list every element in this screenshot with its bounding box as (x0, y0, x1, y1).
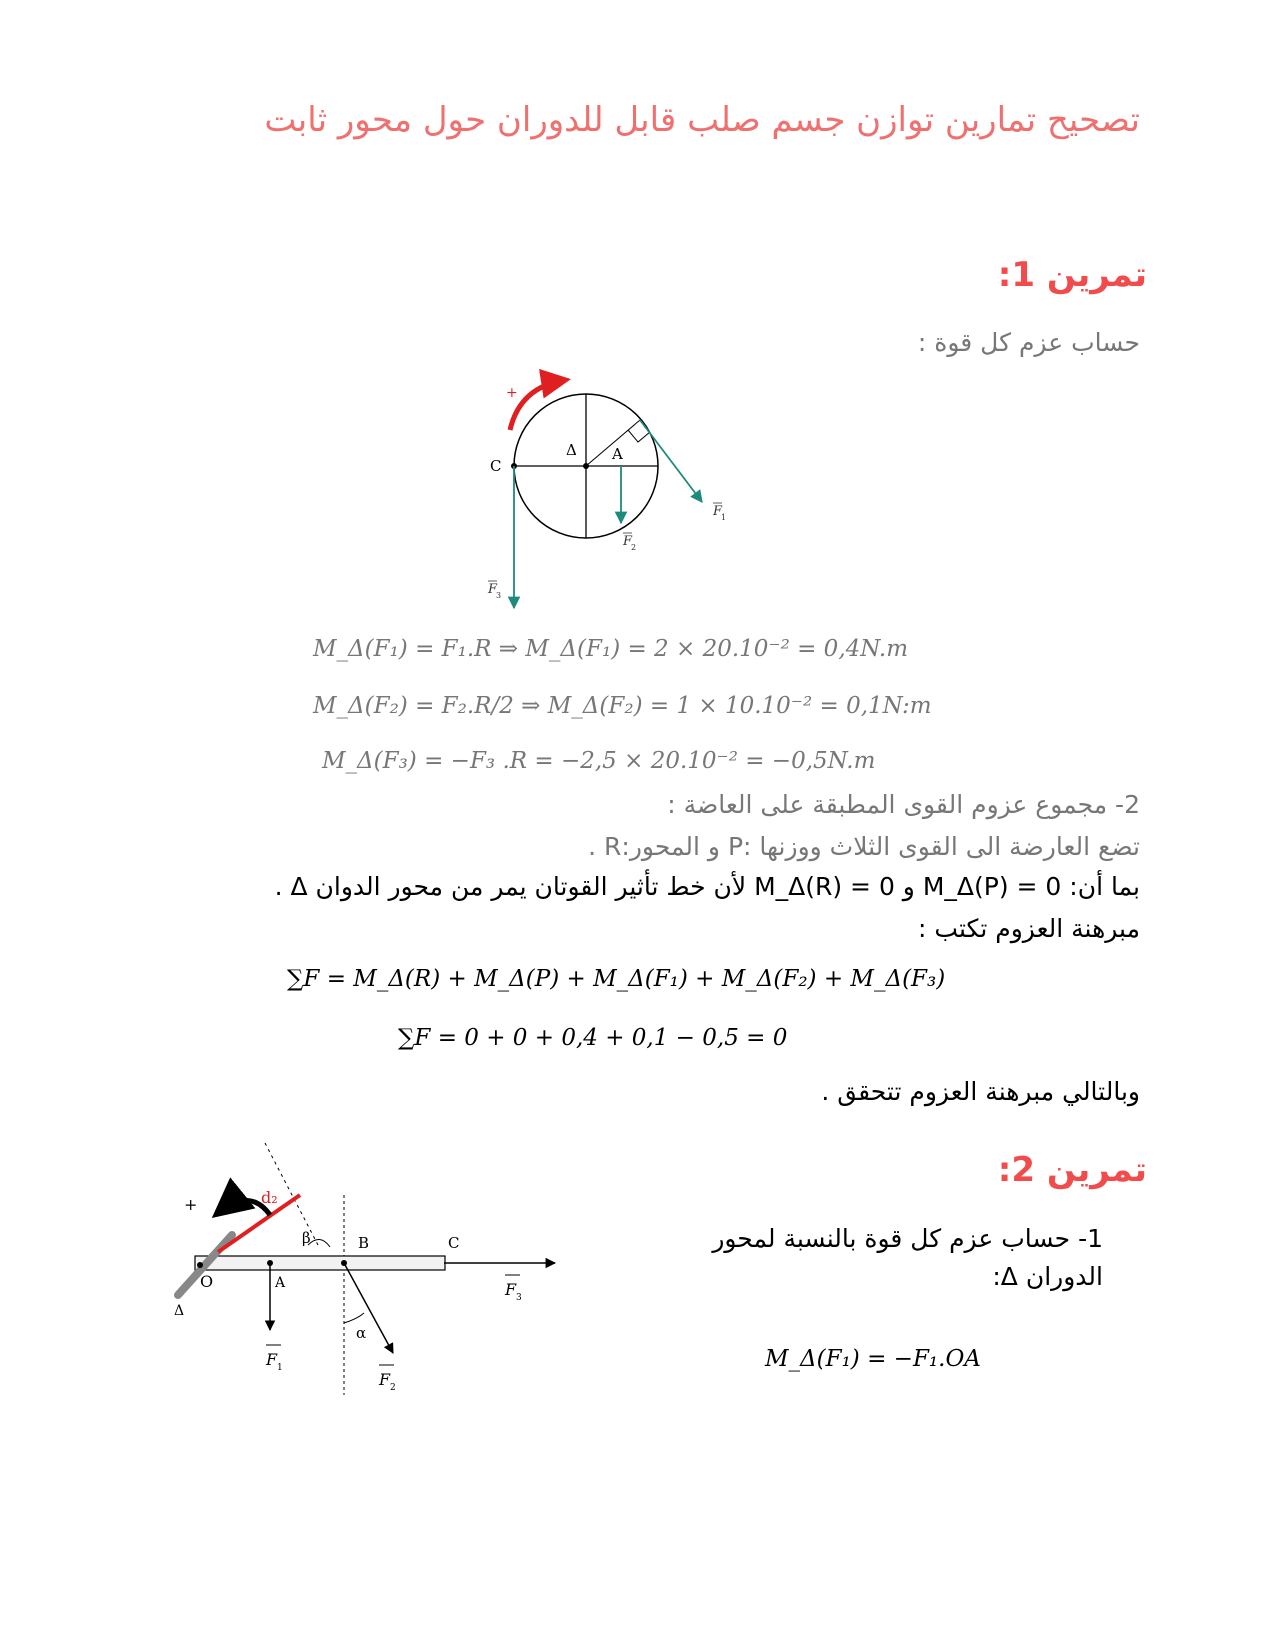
equation-moment-f2: M_Δ(F₂) = F₂.R/2 ⇒ M_Δ(F₂) = 1 × 10.10⁻² = 0,1N:m (313, 693, 932, 719)
exercise-1-intro: حساب عزم كل قوة : (917, 328, 1140, 357)
label-f2-ex2: F (379, 1370, 391, 1389)
label-f1: F (713, 504, 723, 519)
label-b: B (358, 1234, 370, 1252)
label-f1-ex2: F (266, 1350, 278, 1369)
label-f3-sub-ex2: 3 (516, 1293, 522, 1303)
forces-description: تضع العارضة الى القوى الثلاث ووزنها :P و المحور:R . (588, 832, 1140, 861)
plus-sign: + (506, 385, 518, 401)
f1-arrow (640, 420, 702, 502)
conclusion-text: وبالتالي مبرهنة العزوم تتحقق . (821, 1077, 1140, 1106)
label-f3-ex2: F (505, 1280, 517, 1299)
label-f2-sub-ex2: 2 (390, 1383, 396, 1393)
label-alpha: α (356, 1324, 367, 1342)
exercise-1-heading: تمرين 1: (997, 255, 1147, 295)
label-f3-sub: 3 (496, 591, 502, 600)
label-f1-sub-ex2: 1 (277, 1363, 283, 1373)
disk-diagram (460, 365, 760, 620)
bar-diagram (160, 1135, 580, 1400)
label-delta-ex2: Δ (174, 1303, 185, 1319)
rotation-arrow (510, 380, 565, 430)
sum-moments-general: ∑F = M_Δ(R) + M_Δ(P) + M_Δ(F₁) + M_Δ(F₂) + M_Δ(F₃) (287, 966, 946, 992)
page-title: تصحيح تمارين توازن جسم صلب قابل للدوران حول محور ثابت (264, 100, 1140, 140)
label-a-ex2: A (275, 1275, 286, 1291)
label-beta: β (302, 1229, 311, 1247)
label-f3: F (488, 582, 498, 597)
sum-moments-numeric: ∑F = 0 + 0 + 0,4 + 0,1 − 0,5 = 0 (398, 1025, 788, 1051)
theorem-statement: مبرهنة العزوم تكتب : (918, 914, 1140, 943)
exercise-2-question-1: 1- حساب عزم كل قوة بالنسبة لمحور الدوران Δ: (712, 1224, 1103, 1291)
label-c-ex2: C (448, 1234, 460, 1252)
label-f2: F (623, 534, 633, 549)
label-o: O (200, 1272, 214, 1291)
equation-ex2-moment-f1: M_Δ(F₁) = −F₁.OA (765, 1346, 981, 1372)
label-f2-sub: 2 (631, 543, 637, 552)
equation-moment-f3: M_Δ(F₃) = −F₃ .R = −2,5 × 20.10⁻² = −0,5N.m (322, 748, 876, 774)
label-f1-sub: 1 (721, 513, 727, 522)
label-d2: d₂ (261, 1188, 278, 1207)
exercise-2-heading: تمرين 2: (997, 1150, 1147, 1190)
question-2-label: 2- مجموع عزوم القوى المطبقة على العاضة : (667, 790, 1140, 819)
since-statement: بما أن: M_Δ(P) = 0 و M_Δ(R) = 0 لأن خط تأثير القوتان يمر من محور الدوان Δ . (274, 872, 1140, 901)
plus-sign-ex2: + (184, 1195, 198, 1214)
bar-body (195, 1256, 445, 1270)
label-delta: Δ (566, 441, 577, 459)
f2-arrow-ex2 (344, 1263, 393, 1353)
label-a: A (612, 445, 623, 463)
label-c: C (490, 457, 502, 475)
equation-moment-f1: M_Δ(F₁) = F₁.R ⇒ M_Δ(F₁) = 2 × 20.10⁻² = 0,4N.m (313, 636, 909, 662)
